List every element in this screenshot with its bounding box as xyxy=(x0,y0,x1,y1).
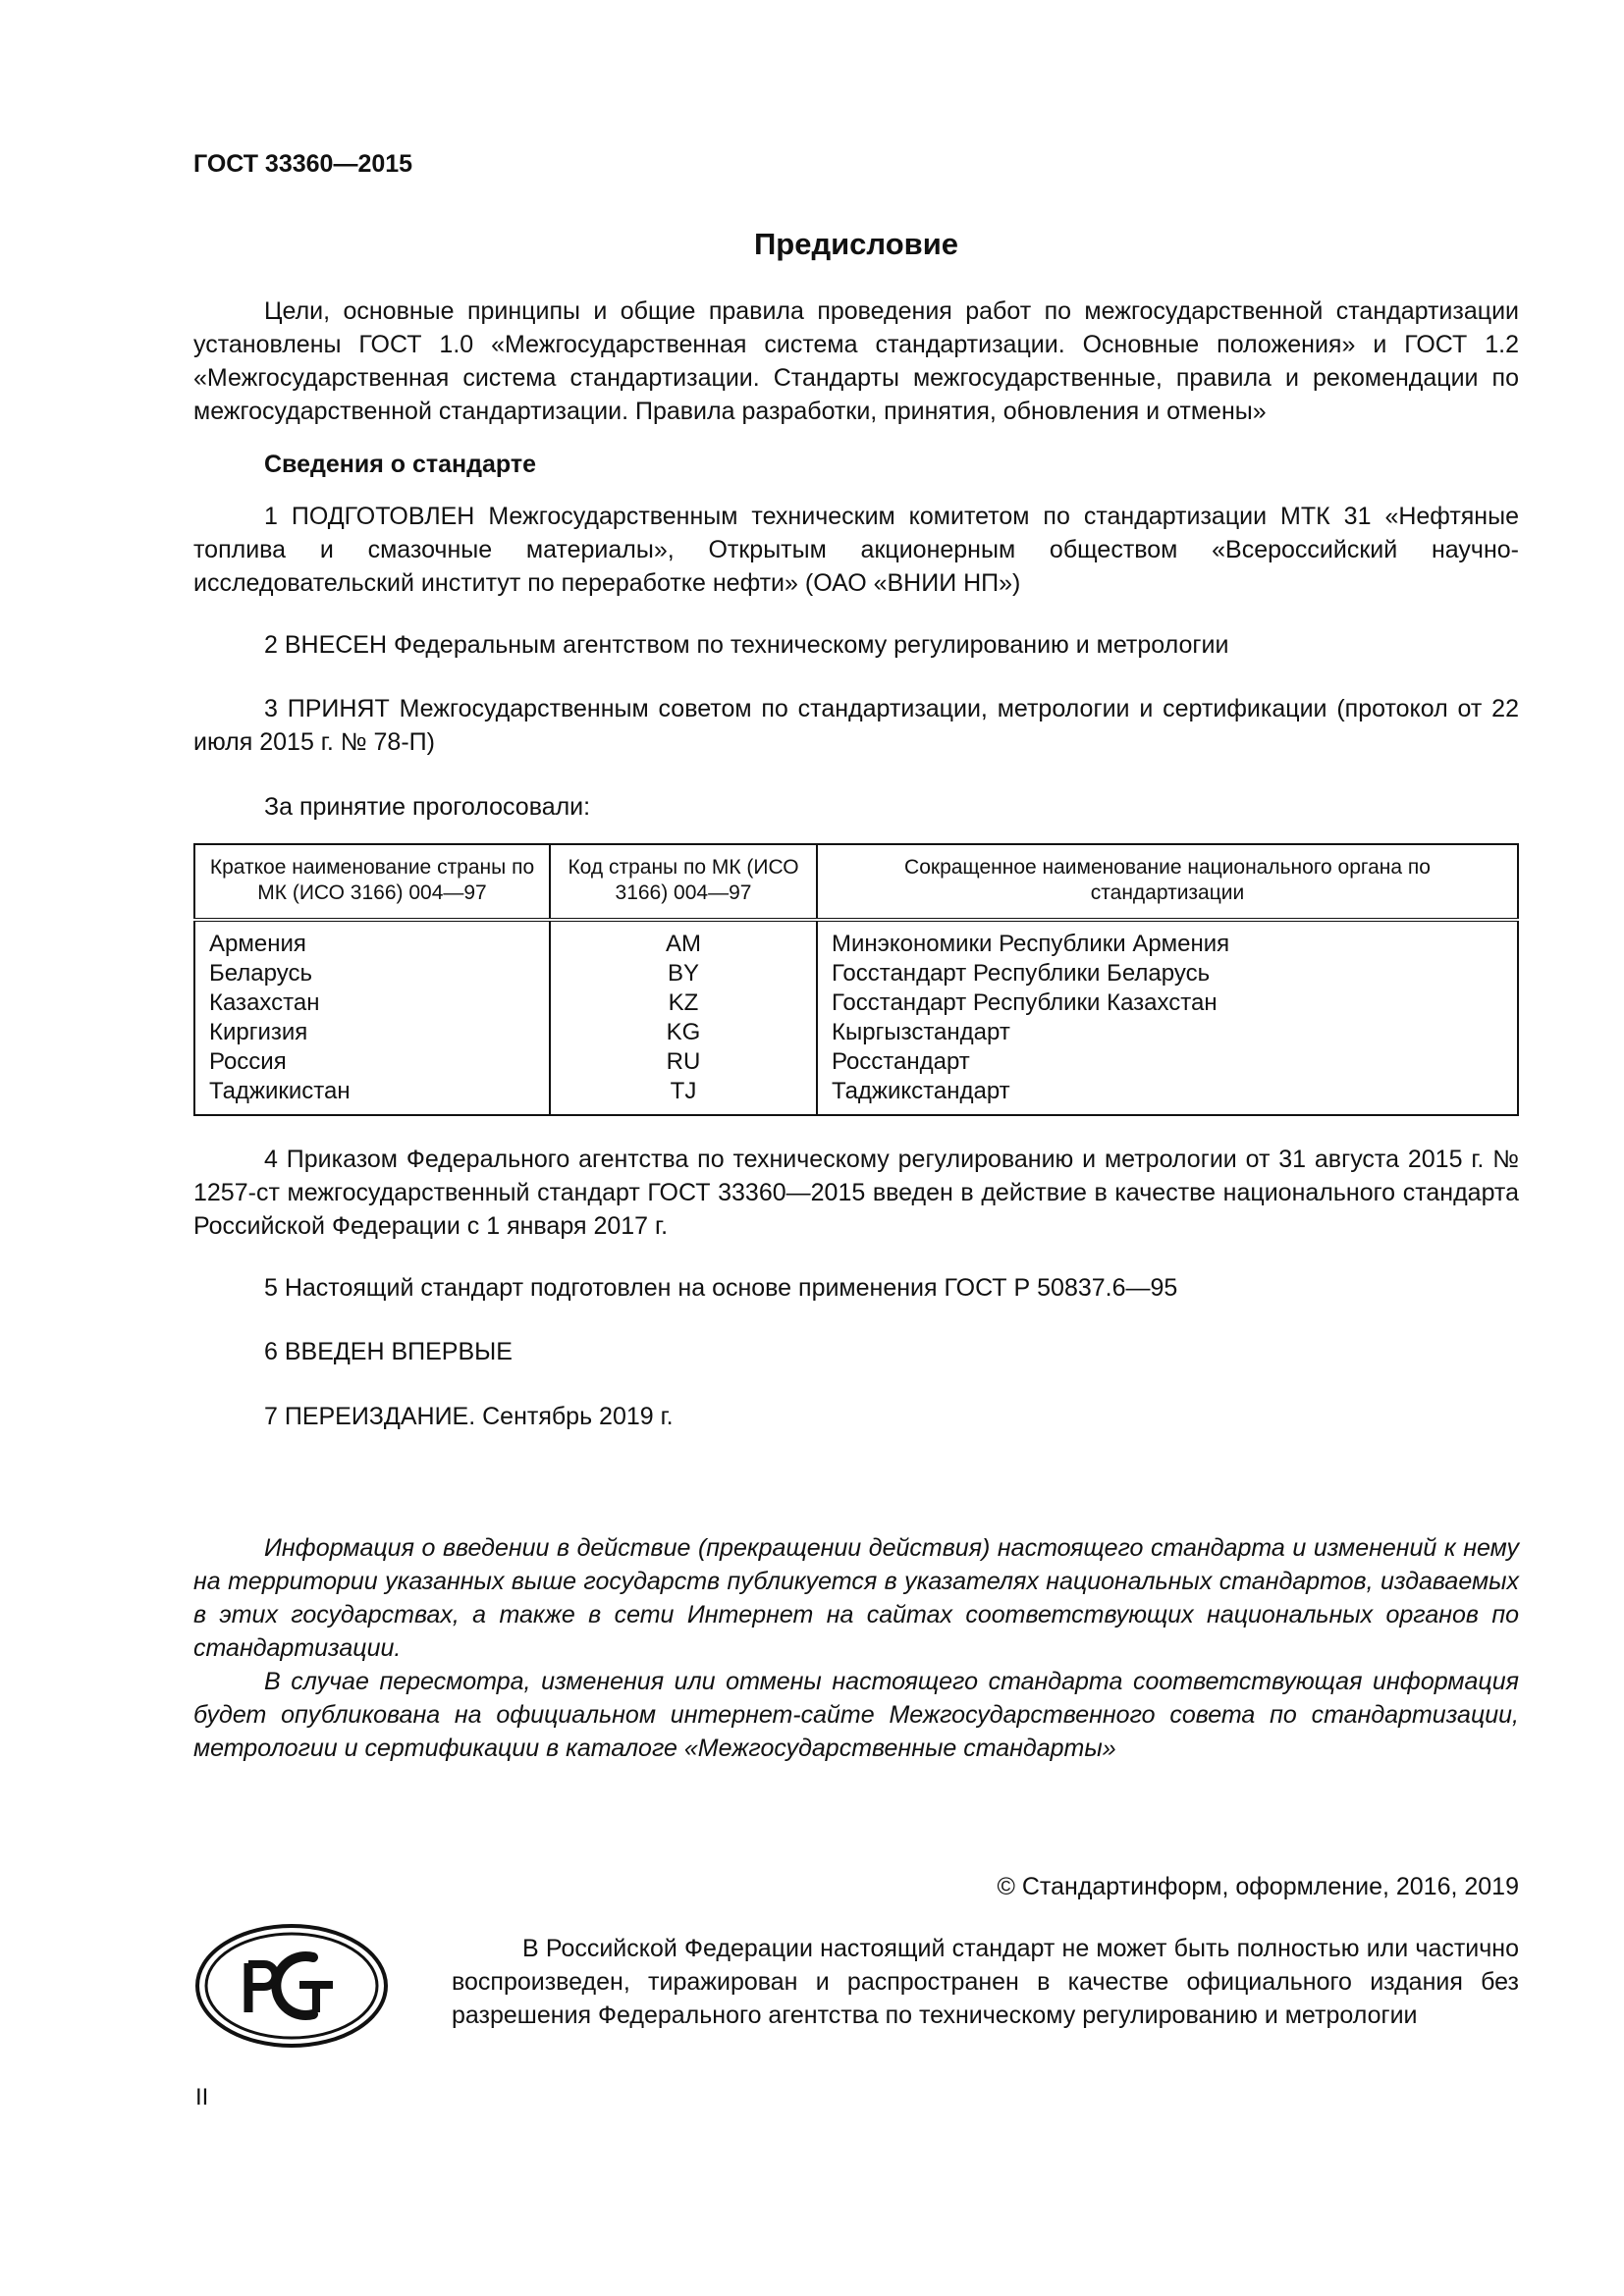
table-header-row xyxy=(194,844,1518,920)
national-authority: Росстандарт xyxy=(817,1047,1518,1077)
item-7-reissue: 7 ПЕРЕИЗДАНИЕ. Сентябрь 2019 г. xyxy=(264,1403,674,1430)
country-code: TJ xyxy=(550,1077,817,1115)
country-name: Таджикистан xyxy=(209,1078,351,1104)
copyright-line: © Стандартинформ, оформление, 2016, 2019 xyxy=(997,1873,1519,1900)
national-authority: Госстандарт Республики Казахстан xyxy=(817,988,1518,1018)
item-2-submitted: 2 ВНЕСЕН Федеральным агентством по техническому регулированию и метрологии xyxy=(264,631,1229,659)
item-5-basis: 5 Настоящий стандарт подготовлен на основе применения ГОСТ Р 50837.6—95 xyxy=(264,1274,1178,1302)
country-name: Армения xyxy=(209,931,306,957)
country-name: Россия xyxy=(209,1048,287,1075)
column-header-country: Краткое наименование страны по МК (ИСО 3166) 004—97 xyxy=(194,844,550,920)
column-header-code: Код страны по МК (ИСО 3166) 004—97 xyxy=(550,844,817,920)
table-row xyxy=(194,1018,1518,1047)
item-4-order: 4 Приказом Федерального агентства по техническому регулированию и метрологии от 31 августа 2015 г. № 1257-ст межгосударственный стандарт ГОСТ 33360—2015 введен в действие в качестве национального стандарта Российской Федерации с 1 января 2017 г. xyxy=(193,1146,1519,1240)
info-heading: Сведения о стандарте xyxy=(264,451,537,478)
table-row xyxy=(194,1047,1518,1077)
country-code: AM xyxy=(550,920,817,959)
voting-countries-table xyxy=(193,843,1519,1116)
notice-paragraph-2: В случае пересмотра, изменения или отмены настоящего стандарта соответствующая информация будет опубликована на официальном интернет-сайте Межгосударственного совета по стандартизации, метрологии и сертификации в каталоге «Межгосударственные стандарты» xyxy=(193,1668,1519,1762)
item-1-prepared: 1 ПОДГОТОВЛЕН Межгосударственным техническим комитетом по стандартизации МТК 31 «Нефтяные топлива и смазочные материалы», Открытым акционерным обществом «Всероссийский научно-исследовательский институт по переработке нефти» (ОАО «ВНИИ НП») xyxy=(193,503,1519,597)
country-code: BY xyxy=(550,959,817,988)
country-name: Беларусь xyxy=(209,960,312,987)
country-code: RU xyxy=(550,1047,817,1077)
table-row xyxy=(194,920,1518,959)
national-authority: Госстандарт Республики Беларусь xyxy=(817,959,1518,988)
table-row xyxy=(194,1077,1518,1115)
notice-paragraph-1: Информация о введении в действие (прекращении действия) настоящего стандарта и изменений к нему на территории указанных выше государств публикуется в указателях национальных стандартов, издаваемых в этих государствах, а также в сети Интернет на сайтах соответствующих национальных органов по стандартизации. xyxy=(193,1534,1519,1662)
country-name: Киргизия xyxy=(209,1019,308,1045)
item-3-adopted: 3 ПРИНЯТ Межгосударственным советом по стандартизации, метрологии и сертификации (протокол от 22 июля 2015 г. № 78-П) xyxy=(193,695,1519,756)
national-authority: Кыргызстандарт xyxy=(817,1018,1518,1047)
country-code: KG xyxy=(550,1018,817,1047)
gost-r-certification-mark-icon xyxy=(193,1922,390,2050)
country-name: Казахстан xyxy=(209,989,320,1016)
item-6-first-introduced: 6 ВВЕДЕН ВПЕРВЫЕ xyxy=(264,1338,513,1365)
standard-code: ГОСТ 33360—2015 xyxy=(193,150,413,178)
rights-notice: В Российской Федерации настоящий стандарт не может быть полностью или частично воспроизведен, тиражирован и распространен в качестве официального издания без разрешения Федерального агентства по техническому регулированию и метрологии xyxy=(452,1935,1519,2029)
column-header-authority: Сокращенное наименование национального органа по стандартизации xyxy=(817,844,1518,920)
country-code: KZ xyxy=(550,988,817,1018)
page-title: Предисловие xyxy=(753,227,958,261)
national-authority: Таджикстандарт xyxy=(817,1077,1518,1115)
table-row xyxy=(194,959,1518,988)
intro-paragraph: Цели, основные принципы и общие правила проведения работ по межгосударственной стандартизации установлены ГОСТ 1.0 «Межгосударственная система стандартизации. Основные положения» и ГОСТ 1.2 «Межгосударственная система стандартизации. Стандарты межгосударственные, правила и рекомендации по межгосударственной стандартизации. Правила разработки, принятия, обновления и отмены» xyxy=(193,297,1519,425)
national-authority: Минэкономики Республики Армения xyxy=(817,920,1518,959)
vote-label: За принятие проголосовали: xyxy=(264,793,591,821)
table-row xyxy=(194,988,1518,1018)
page-number: II xyxy=(195,2084,209,2110)
